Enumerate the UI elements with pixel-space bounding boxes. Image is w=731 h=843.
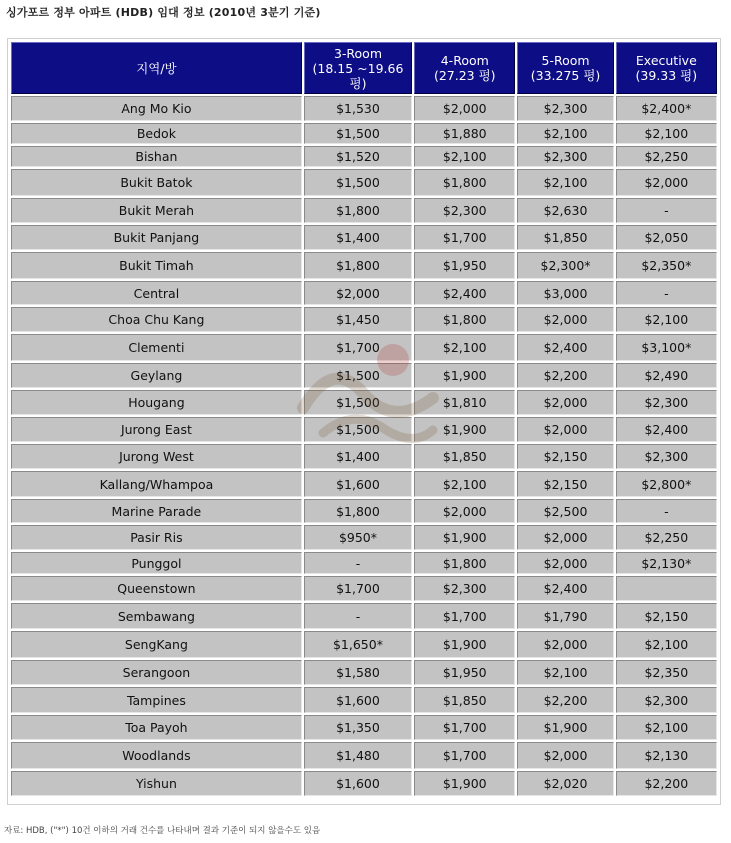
room5-cell: $2,400: [517, 576, 613, 601]
table-row: [11, 146, 717, 167]
executive-cell: -: [616, 281, 717, 305]
table-row: [11, 363, 717, 388]
room3-cell: $1,600: [304, 687, 412, 713]
room4-cell: $1,950: [414, 252, 515, 279]
region-cell: Woodlands: [11, 742, 302, 769]
room5-cell: $2,000: [517, 390, 613, 415]
table-row: [11, 499, 717, 523]
executive-cell: $3,100*: [616, 334, 717, 361]
room3-cell: $950*: [304, 525, 412, 550]
rent-table: [9, 40, 719, 798]
table-row: [11, 225, 717, 250]
room3-cell: $1,400: [304, 444, 412, 469]
room3-cell: $1,500: [304, 417, 412, 442]
table-header-row: [11, 42, 717, 94]
region-cell: Serangoon: [11, 660, 302, 685]
room3-cell: $1,520: [304, 146, 412, 167]
room5-cell: $3,000: [517, 281, 613, 305]
executive-cell: $2,300: [616, 390, 717, 415]
room4-cell: $1,900: [414, 417, 515, 442]
room5-cell: $2,300*: [517, 252, 613, 279]
room4-cell: $1,800: [414, 169, 515, 196]
room5-cell: $2,000: [517, 525, 613, 550]
footnote: 자료: HDB, ("*") 10건 이하의 거래 건수를 나타내며 결과 기준이 되지 않을수도 있음: [4, 826, 321, 836]
room5-cell: $2,300: [517, 146, 613, 167]
table-row: [11, 417, 717, 442]
room4-cell: $1,880: [414, 123, 515, 144]
room5-cell: $1,790: [517, 603, 613, 629]
room5-cell: $2,000: [517, 552, 613, 574]
room5-cell: $2,630: [517, 198, 613, 223]
room4-cell: $1,900: [414, 525, 515, 550]
region-cell: Tampines: [11, 687, 302, 713]
room4-cell: $1,850: [414, 687, 515, 713]
room3-cell: $1,530: [304, 96, 412, 121]
room3-cell: $2,000: [304, 281, 412, 305]
executive-cell: $2,400: [616, 417, 717, 442]
room3-cell: $1,400: [304, 225, 412, 250]
executive-cell: $2,300: [616, 687, 717, 713]
table-row: [11, 525, 717, 550]
room4-cell: $1,950: [414, 660, 515, 685]
region-cell: Clementi: [11, 334, 302, 361]
room5-cell: $2,150: [517, 444, 613, 469]
room4-cell: $2,100: [414, 471, 515, 497]
room5-cell: $2,150: [517, 471, 613, 497]
executive-cell: $2,150: [616, 603, 717, 629]
room4-cell: $1,810: [414, 390, 515, 415]
region-cell: Ang Mo Kio: [11, 96, 302, 121]
region-cell: Hougang: [11, 390, 302, 415]
table-row: [11, 252, 717, 279]
table-row: [11, 123, 717, 144]
room5-cell: $2,200: [517, 687, 613, 713]
room4-cell: $2,000: [414, 499, 515, 523]
region-cell: SengKang: [11, 631, 302, 658]
executive-cell: -: [616, 499, 717, 523]
region-cell: Sembawang: [11, 603, 302, 629]
room3-cell: $1,800: [304, 198, 412, 223]
table-row: [11, 742, 717, 769]
room4-cell: $1,700: [414, 603, 515, 629]
room3-cell: $1,580: [304, 660, 412, 685]
room5-cell: $2,500: [517, 499, 613, 523]
table-row: [11, 603, 717, 629]
table-row: [11, 687, 717, 713]
room4-cell: $2,300: [414, 576, 515, 601]
region-cell: Bukit Merah: [11, 198, 302, 223]
room5-cell: $2,000: [517, 742, 613, 769]
region-cell: Yishun: [11, 771, 302, 796]
executive-cell: [616, 576, 717, 601]
room4-cell: $1,850: [414, 444, 515, 469]
table-row: [11, 444, 717, 469]
executive-cell: $2,130: [616, 742, 717, 769]
room5-cell: $2,000: [517, 307, 613, 332]
region-cell: Bukit Timah: [11, 252, 302, 279]
room4-cell: $1,800: [414, 307, 515, 332]
room3-cell: $1,800: [304, 499, 412, 523]
executive-cell: $2,050: [616, 225, 717, 250]
room3-cell: $1,650*: [304, 631, 412, 658]
room3-cell: $1,600: [304, 771, 412, 796]
region-cell: Bukit Panjang: [11, 225, 302, 250]
executive-cell: $2,100: [616, 631, 717, 658]
room5-cell: $2,100: [517, 169, 613, 196]
room4-cell: $2,100: [414, 334, 515, 361]
table-row: [11, 660, 717, 685]
executive-cell: $2,350*: [616, 252, 717, 279]
rent-table-frame: [7, 38, 721, 805]
region-cell: Jurong East: [11, 417, 302, 442]
room5-cell: $2,020: [517, 771, 613, 796]
room4-cell: $1,700: [414, 742, 515, 769]
room3-cell: $1,500: [304, 169, 412, 196]
region-cell: Bedok: [11, 123, 302, 144]
region-cell: Bishan: [11, 146, 302, 167]
room3-cell: $1,700: [304, 334, 412, 361]
room5-cell: $2,100: [517, 123, 613, 144]
table-row: [11, 281, 717, 305]
room5-cell: $2,100: [517, 660, 613, 685]
room3-cell: $1,350: [304, 715, 412, 740]
region-cell: Punggol: [11, 552, 302, 574]
table-row: [11, 576, 717, 601]
room3-cell: $1,800: [304, 252, 412, 279]
executive-cell: $2,400*: [616, 96, 717, 121]
region-cell: Kallang/Whampoa: [11, 471, 302, 497]
table-row: [11, 715, 717, 740]
room4-cell: $2,100: [414, 146, 515, 167]
executive-cell: $2,100: [616, 123, 717, 144]
region-cell: Bukit Batok: [11, 169, 302, 196]
page-title: 싱가포르 정부 아파트 (HDB) 임대 정보 (2010년 3분기 기준): [6, 6, 321, 19]
executive-cell: $2,800*: [616, 471, 717, 497]
room4-cell: $1,700: [414, 225, 515, 250]
header-3room: 3-Room (18.15 ~19.66 평): [304, 42, 412, 94]
region-cell: Marine Parade: [11, 499, 302, 523]
table-row: [11, 198, 717, 223]
room3-cell: $1,500: [304, 363, 412, 388]
header-5room: 5-Room (33.275 평): [517, 42, 613, 94]
room5-cell: $1,900: [517, 715, 613, 740]
room3-cell: $1,450: [304, 307, 412, 332]
header-executive: Executive (39.33 평): [616, 42, 717, 94]
executive-cell: $2,130*: [616, 552, 717, 574]
executive-cell: $2,300: [616, 444, 717, 469]
room4-cell: $1,900: [414, 363, 515, 388]
region-cell: Choa Chu Kang: [11, 307, 302, 332]
room5-cell: $2,300: [517, 96, 613, 121]
room4-cell: $2,300: [414, 198, 515, 223]
table-row: [11, 552, 717, 574]
table-row: [11, 631, 717, 658]
room4-cell: $2,000: [414, 96, 515, 121]
table-row: [11, 96, 717, 121]
region-cell: Toa Payoh: [11, 715, 302, 740]
executive-cell: $2,250: [616, 525, 717, 550]
room4-cell: $1,700: [414, 715, 515, 740]
table-body: [11, 96, 717, 796]
table-row: [11, 307, 717, 332]
executive-cell: $2,350: [616, 660, 717, 685]
executive-cell: $2,000: [616, 169, 717, 196]
region-cell: Queenstown: [11, 576, 302, 601]
table-row: [11, 390, 717, 415]
room3-cell: $1,600: [304, 471, 412, 497]
executive-cell: $2,100: [616, 715, 717, 740]
room3-cell: -: [304, 603, 412, 629]
room4-cell: $1,900: [414, 771, 515, 796]
room5-cell: $1,850: [517, 225, 613, 250]
room4-cell: $1,900: [414, 631, 515, 658]
room5-cell: $2,000: [517, 417, 613, 442]
room4-cell: $1,800: [414, 552, 515, 574]
header-4room: 4-Room (27.23 평): [414, 42, 515, 94]
header-region: 지역/방: [11, 42, 302, 94]
region-cell: Central: [11, 281, 302, 305]
room5-cell: $2,200: [517, 363, 613, 388]
room3-cell: -: [304, 552, 412, 574]
table-row: [11, 471, 717, 497]
executive-cell: -: [616, 198, 717, 223]
table-row: [11, 169, 717, 196]
room3-cell: $1,480: [304, 742, 412, 769]
table-row: [11, 771, 717, 796]
region-cell: Pasir Ris: [11, 525, 302, 550]
region-cell: Jurong West: [11, 444, 302, 469]
region-cell: Geylang: [11, 363, 302, 388]
room3-cell: $1,500: [304, 390, 412, 415]
room5-cell: $2,400: [517, 334, 613, 361]
room3-cell: $1,500: [304, 123, 412, 144]
room5-cell: $2,000: [517, 631, 613, 658]
room3-cell: $1,700: [304, 576, 412, 601]
room4-cell: $2,400: [414, 281, 515, 305]
executive-cell: $2,100: [616, 307, 717, 332]
executive-cell: $2,490: [616, 363, 717, 388]
executive-cell: $2,250: [616, 146, 717, 167]
executive-cell: $2,200: [616, 771, 717, 796]
table-row: [11, 334, 717, 361]
